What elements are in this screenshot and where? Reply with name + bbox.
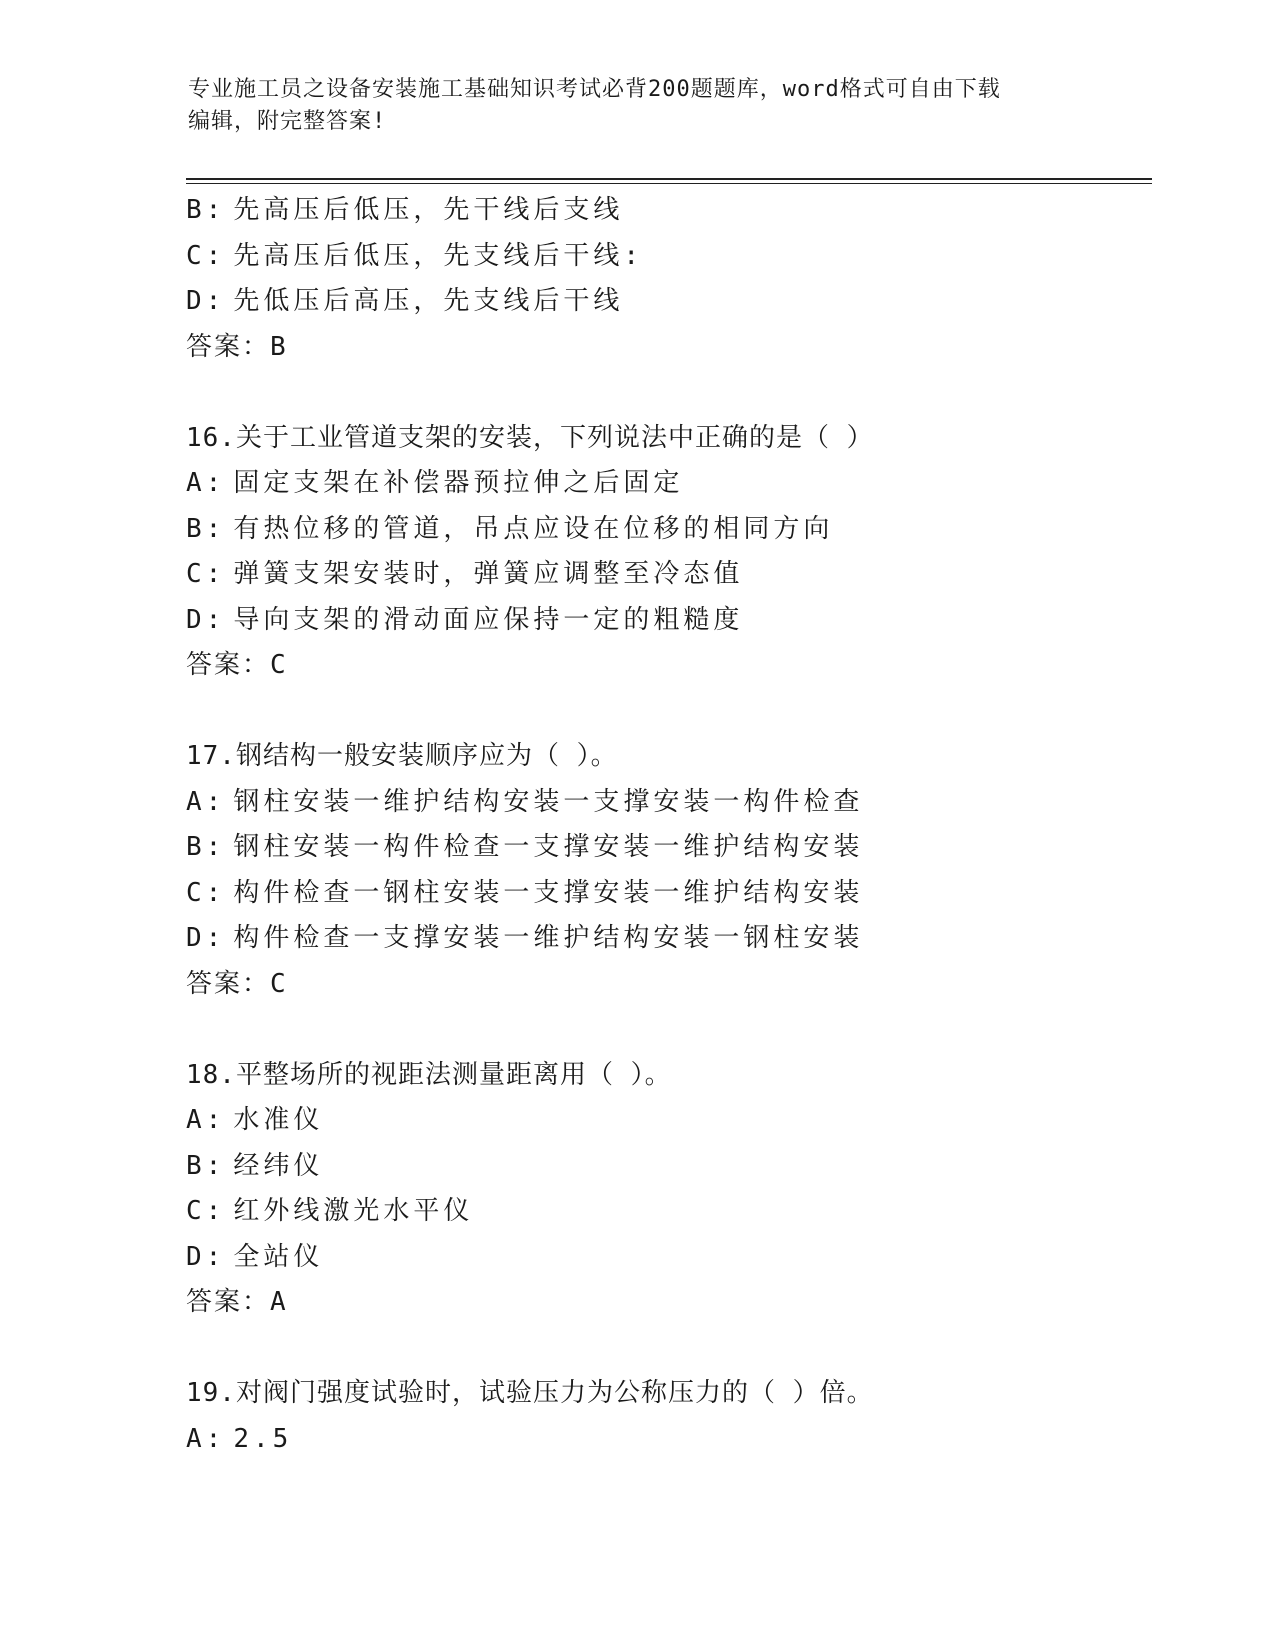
option-d xyxy=(186,1235,1166,1281)
option-letter: A: xyxy=(186,1423,226,1454)
option-letter: C: xyxy=(186,1196,226,1226)
option-c xyxy=(186,234,1166,280)
option-text: 先高压后低压，先干线后支线 xyxy=(233,195,624,225)
option-d xyxy=(186,279,1166,325)
option-letter: D: xyxy=(186,604,226,635)
document-header xyxy=(188,74,1088,138)
option-letter: B: xyxy=(186,1150,226,1181)
option-c xyxy=(186,552,1166,598)
spacer xyxy=(186,370,1166,416)
question-stem: 16.关于工业管道支架的安装，下列说法中正确的是（ ） xyxy=(186,422,874,453)
option-letter: B: xyxy=(186,832,226,862)
option-text: 导向支架的滑动面应保持一定的粗糙度 xyxy=(233,604,744,635)
header-title-line-2: 编辑，附完整答案! xyxy=(188,109,387,134)
option-c xyxy=(186,871,1166,917)
option-a xyxy=(186,1417,1166,1463)
option-letter: D: xyxy=(186,1241,226,1272)
option-text: 全站仪 xyxy=(233,1241,324,1272)
option-text: 水准仪 xyxy=(233,1105,324,1135)
option-letter: B: xyxy=(186,513,226,544)
option-b xyxy=(186,825,1166,871)
document-body xyxy=(186,188,1166,1462)
option-letter: A: xyxy=(186,786,226,817)
option-text: 钢柱安装一维护结构安装一支撑安装一构件检查 xyxy=(233,786,864,817)
option-text: 先低压后高压，先支线后干线 xyxy=(233,286,624,316)
spacer xyxy=(186,1007,1166,1053)
option-text: 红外线激光水平仪 xyxy=(233,1196,474,1226)
question-18 xyxy=(186,1053,1166,1326)
option-text: 钢柱安装一构件检查一支撑安装一维护结构安装 xyxy=(233,832,864,862)
option-b xyxy=(186,1144,1166,1190)
option-text: 先高压后低压，先支线后干线: xyxy=(233,240,643,271)
answer-line: 答案：C xyxy=(186,968,288,999)
option-letter: C: xyxy=(186,559,226,589)
answer-line: 答案：A xyxy=(186,1287,288,1317)
spacer xyxy=(186,1326,1166,1372)
option-text: 固定支架在补偿器预拉伸之后固定 xyxy=(233,468,684,498)
header-divider-thin xyxy=(186,183,1152,184)
header-divider-thick xyxy=(186,178,1152,180)
question-stem: 19.对阀门强度试验时，试验压力为公称压力的（ ）倍。 xyxy=(186,1378,874,1408)
question-16 xyxy=(186,416,1166,689)
question-stem: 18.平整场所的视距法测量距离用（ ）。 xyxy=(186,1059,672,1090)
option-d xyxy=(186,598,1166,644)
option-letter: C: xyxy=(186,877,226,908)
question-stem: 17.钢结构一般安装顺序应为（ ）。 xyxy=(186,741,618,771)
answer-line: 答案：B xyxy=(186,331,288,362)
option-letter: C: xyxy=(186,240,226,271)
option-b xyxy=(186,188,1166,234)
option-a xyxy=(186,461,1166,507)
option-text: 构件检查一支撑安装一维护结构安装一钢柱安装 xyxy=(233,923,864,953)
spacer xyxy=(186,689,1166,735)
option-c xyxy=(186,1189,1166,1235)
answer-line: 答案：C xyxy=(186,650,288,680)
option-letter: A: xyxy=(186,468,226,498)
option-text: 构件检查一钢柱安装一支撑安装一维护结构安装 xyxy=(233,877,864,908)
option-a xyxy=(186,780,1166,826)
option-text: 有热位移的管道，吊点应设在位移的相同方向 xyxy=(233,513,834,544)
question-15-continued xyxy=(186,188,1166,370)
option-d xyxy=(186,916,1166,962)
option-text: 弹簧支架安装时，弹簧应调整至冷态值 xyxy=(233,559,744,589)
option-letter: D: xyxy=(186,286,226,316)
option-letter: B: xyxy=(186,195,226,225)
option-text: 经纬仪 xyxy=(233,1150,324,1181)
option-b xyxy=(186,507,1166,553)
question-19 xyxy=(186,1371,1166,1462)
option-text: 2.5 xyxy=(233,1423,293,1454)
option-a xyxy=(186,1098,1166,1144)
question-17 xyxy=(186,734,1166,1007)
header-title-line-1: 专业施工员之设备安装施工基础知识考试必背200题题库，word格式可自由下载 xyxy=(188,77,1001,102)
option-letter: D: xyxy=(186,923,226,953)
option-letter: A: xyxy=(186,1105,226,1135)
